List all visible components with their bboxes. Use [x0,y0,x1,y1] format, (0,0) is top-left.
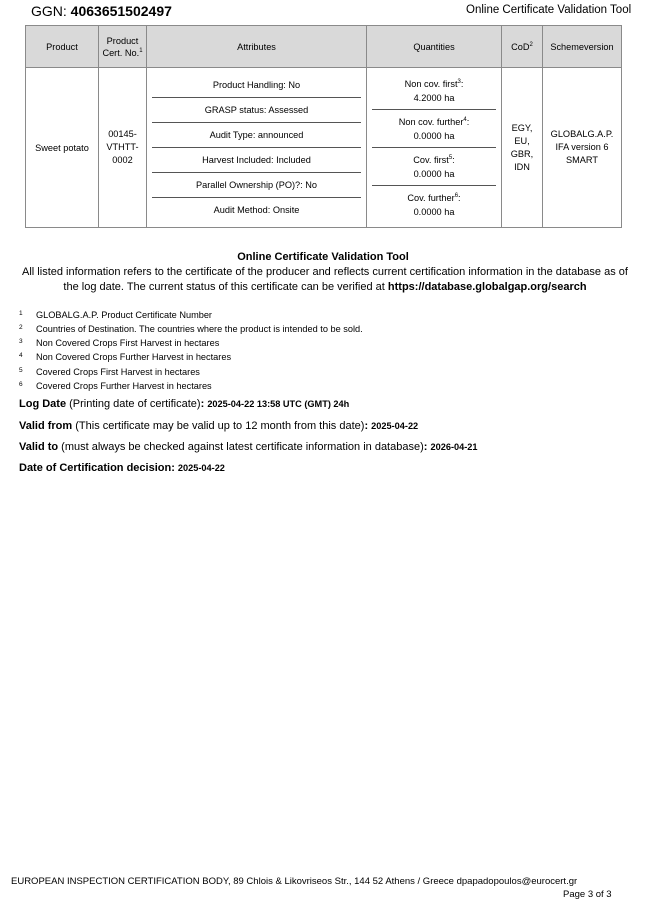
log-date: Log Date (Printing date of certificate): 2025-04-22 13:58 UTC (GMT) 24h [19,398,350,410]
certification-decision-date: Date of Certification decision: 2025-04-22 [19,462,225,474]
quantity-item: Non cov. further$^4$: 0.0000 ha [372,110,496,148]
attribute-item: Parallel Ownership (PO)?: No [152,173,361,198]
tool-name-header: Online Certificate Validation Tool [466,4,632,16]
cell-cert-no: 00145- VTHTT- 0002 [99,68,147,228]
quantity-item: Non cov. first$^3$: 4.2000 ha [372,72,496,110]
ggn-number: 4063651502497 [70,3,172,19]
footnote-item: 1 GLOBALG.A.P. Product Certificate Number [19,310,212,320]
valid-from: Valid from (This certificate may be valid up to 12 month from this date): 2025-04-22 [19,420,419,432]
ggn-header [31,3,172,19]
footnote-item: 6 Covered Crops Further Harvest in hectares [19,381,212,391]
valid-to: Valid to (must always be checked against latest certificate information in database): 2026-04-21 [19,441,478,453]
certificate-table [25,25,622,228]
table-header-row [26,26,622,68]
footnote-item: 2 Countries of Destination. The countries where the product is intended to be sold. [19,324,363,334]
cell-scheme: GLOBALG.A.P. IFA version 6 SMART [543,68,622,228]
footnote-ref: 1 [139,47,143,54]
col-header-attributes: Attributes [147,26,367,68]
col-header-product: Product [26,26,99,68]
footnote-item: 5 Covered Crops First Harvest in hectares [19,367,200,377]
col-header-scheme: Schemeversion [543,26,622,68]
quantity-item: Cov. further$^6$: 0.0000 ha [407,192,461,217]
col-header-cod: CoD$^2$ [502,26,543,68]
cell-quantities [367,68,502,228]
footnote-ref: 2 [529,41,533,48]
validation-text: All listed information refers to the certificate of the producer and reflects current certification information in the database as of the log date. The current status of this certificate can be verified at https://database.globalgap.org/search [22,266,628,293]
cell-product: Sweet potato [26,68,99,228]
quantity-item: Cov. first$^5$: 0.0000 ha [372,148,496,186]
attribute-item: Harvest Included: Included [152,148,361,173]
validation-url-link[interactable]: https://database.globalgap.org/search [387,281,587,293]
footnote-item: 3 Non Covered Crops First Harvest in hectares [19,338,220,348]
col-header-quantities: Quantities [367,26,502,68]
col-header-cert-no: Product Cert. No.$^1$ [99,26,147,68]
table-row [26,68,622,228]
attribute-item: Audit Type: announced [152,123,361,148]
attribute-item: Audit Method: Onsite [213,205,300,215]
footnote-item: 4 Non Covered Crops Further Harvest in hectares [19,352,232,362]
cell-attributes [147,68,367,228]
cell-cod: EGY, EU, GBR, IDN [502,68,543,228]
attribute-item: Product Handling: No [152,73,361,98]
ggn-label: GGN: [31,3,67,19]
attribute-item: GRASP status: Assessed [152,98,361,123]
footer-address: EUROPEAN INSPECTION CERTIFICATION BODY, 89 Chlois & Likovriseos Str., 144 52 Athens / Greece dpapadopoulos@eurocert.gr [11,876,578,887]
validation-title: Online Certificate Validation Tool [237,251,409,263]
page-number: Page 3 of 3 [563,889,612,900]
